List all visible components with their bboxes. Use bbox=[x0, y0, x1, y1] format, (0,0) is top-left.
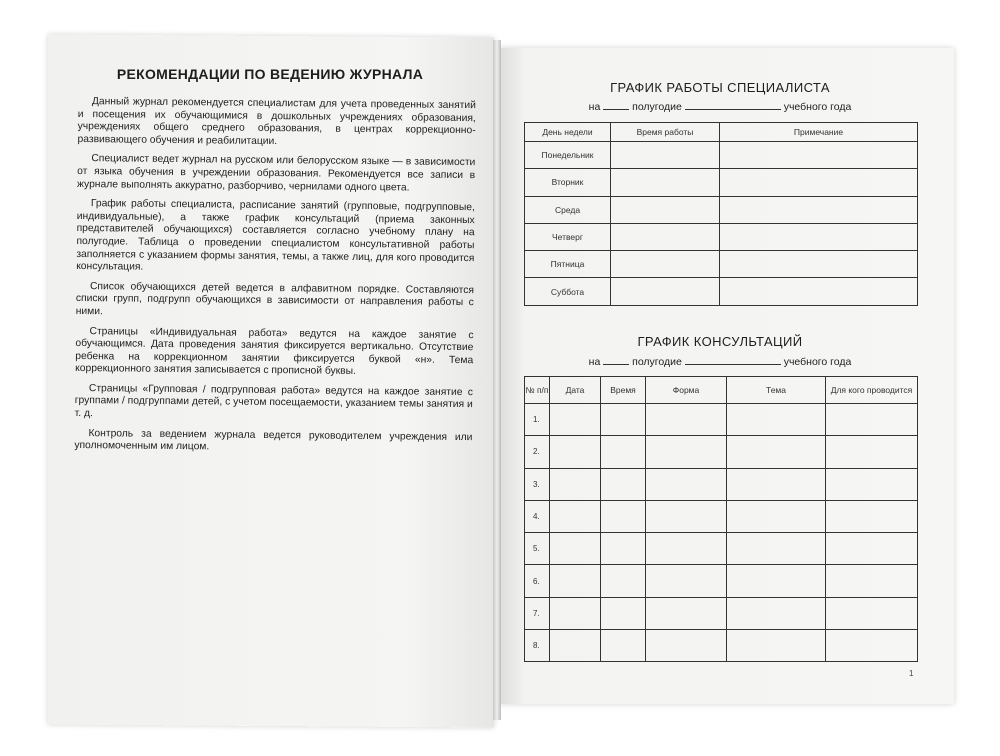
form-cell[interactable] bbox=[646, 565, 727, 597]
topic-cell[interactable] bbox=[727, 436, 826, 468]
form-cell[interactable] bbox=[646, 533, 727, 565]
audience-cell[interactable] bbox=[826, 404, 918, 436]
topic-cell[interactable] bbox=[727, 533, 826, 565]
book-spine bbox=[493, 40, 501, 720]
half-year-blank[interactable] bbox=[603, 100, 629, 110]
sub-na: на bbox=[588, 356, 601, 368]
table-row bbox=[525, 169, 918, 196]
table-row bbox=[525, 468, 918, 500]
table-row bbox=[525, 142, 918, 169]
sub-na: на bbox=[588, 101, 601, 113]
table-row bbox=[525, 533, 918, 565]
audience-cell[interactable] bbox=[826, 565, 918, 597]
form-cell[interactable] bbox=[646, 436, 727, 468]
table-row bbox=[525, 251, 918, 278]
table-row bbox=[525, 565, 918, 597]
day-cell: Понедельник bbox=[525, 142, 611, 169]
table-header-row bbox=[525, 377, 918, 404]
time-cell[interactable] bbox=[611, 169, 720, 196]
col-header: Для кого проводится bbox=[826, 377, 918, 404]
day-cell: Пятница bbox=[525, 251, 611, 278]
paragraph: Страницы «Групповая / подгрупповая работа» ведутся на каждое занятие с группами / подгруппами детей, с учетом посещаемости, указанием темы занятия и т. д. bbox=[74, 383, 473, 420]
note-cell[interactable] bbox=[720, 223, 918, 250]
time-cell[interactable] bbox=[601, 404, 646, 436]
table-row bbox=[525, 630, 918, 662]
form-cell[interactable] bbox=[646, 500, 727, 532]
schedule-subtitle bbox=[520, 100, 920, 113]
row-number: 4. bbox=[525, 500, 550, 532]
paragraph: Данный журнал рекомендуется специалистам для учета проведенных занятий и посещения их обучающимися в дошкольных учреждениях образования, учреждениях общего среднего образования, в центрах коррекционно-развивающего обучения и реабилитации. bbox=[77, 96, 476, 147]
time-cell[interactable] bbox=[601, 630, 646, 662]
table-row bbox=[525, 436, 918, 468]
col-header: Время bbox=[601, 377, 646, 404]
note-cell[interactable] bbox=[720, 142, 918, 169]
col-header: День недели bbox=[525, 123, 611, 142]
sub-end: учебного года bbox=[783, 356, 852, 368]
table-row bbox=[525, 597, 918, 629]
row-number: 6. bbox=[525, 565, 550, 597]
row-number: 8. bbox=[525, 630, 550, 662]
table-header-row bbox=[525, 123, 918, 142]
table-row bbox=[525, 500, 918, 532]
date-cell[interactable] bbox=[550, 533, 601, 565]
sub-mid: полугодие bbox=[632, 356, 682, 368]
row-number: 7. bbox=[525, 597, 550, 629]
date-cell[interactable] bbox=[550, 468, 601, 500]
time-cell[interactable] bbox=[611, 142, 720, 169]
schedule-title: ГРАФИК РАБОТЫ СПЕЦИАЛИСТА bbox=[610, 80, 830, 95]
col-header: Форма bbox=[646, 377, 727, 404]
time-cell[interactable] bbox=[601, 565, 646, 597]
col-header: Дата bbox=[550, 377, 601, 404]
topic-cell[interactable] bbox=[727, 500, 826, 532]
table-row bbox=[525, 196, 918, 223]
col-header: Примечание bbox=[720, 123, 918, 142]
note-cell[interactable] bbox=[720, 251, 918, 278]
day-cell: Четверг bbox=[525, 223, 611, 250]
schedule-table bbox=[524, 122, 918, 306]
row-number: 3. bbox=[525, 468, 550, 500]
audience-cell[interactable] bbox=[826, 630, 918, 662]
consultations-subtitle bbox=[520, 355, 920, 368]
note-cell[interactable] bbox=[720, 169, 918, 196]
time-cell[interactable] bbox=[611, 196, 720, 223]
date-cell[interactable] bbox=[550, 404, 601, 436]
time-cell[interactable] bbox=[601, 436, 646, 468]
consultations-title: ГРАФИК КОНСУЛЬТАЦИЙ bbox=[637, 334, 803, 349]
form-cell[interactable] bbox=[646, 630, 727, 662]
form-cell[interactable] bbox=[646, 597, 727, 629]
col-header: № п/п bbox=[525, 377, 550, 404]
recommendations-title: РЕКОМЕНДАЦИИ ПО ВЕДЕНИЮ ЖУРНАЛА bbox=[116, 66, 424, 82]
school-year-blank[interactable] bbox=[685, 100, 781, 110]
date-cell[interactable] bbox=[550, 565, 601, 597]
col-header: Время работы bbox=[611, 123, 720, 142]
time-cell[interactable] bbox=[601, 533, 646, 565]
time-cell[interactable] bbox=[611, 278, 720, 305]
day-cell: Вторник bbox=[525, 169, 611, 196]
audience-cell[interactable] bbox=[826, 533, 918, 565]
half-year-blank[interactable] bbox=[603, 355, 629, 365]
table-row bbox=[525, 404, 918, 436]
time-cell[interactable] bbox=[601, 597, 646, 629]
audience-cell[interactable] bbox=[826, 597, 918, 629]
topic-cell[interactable] bbox=[727, 630, 826, 662]
page-number: 1 bbox=[909, 669, 914, 678]
sub-mid: полугодие bbox=[632, 101, 682, 113]
form-cell[interactable] bbox=[646, 404, 727, 436]
topic-cell[interactable] bbox=[727, 565, 826, 597]
day-cell: Суббота bbox=[525, 278, 611, 305]
paragraph: График работы специалиста, расписание занятий (групповые, подгрупповые, индивидуальные), а также график консультаций (приема законных представителей обучающихся) составляется согласно учебному плану на полугодие. Таблица о проведении специалистом консультативной работы заполняется с указанием формы занятия, темы, а также лиц, для кого проводится консультация. bbox=[76, 198, 475, 273]
date-cell[interactable] bbox=[550, 436, 601, 468]
row-number: 5. bbox=[525, 533, 550, 565]
topic-cell[interactable] bbox=[727, 597, 826, 629]
school-year-blank[interactable] bbox=[685, 355, 781, 365]
consultations-table bbox=[524, 376, 918, 662]
recommendations-body bbox=[74, 96, 476, 464]
topic-cell[interactable] bbox=[727, 404, 826, 436]
time-cell[interactable] bbox=[611, 223, 720, 250]
paragraph: Страницы «Индивидуальная работа» ведутся на каждое занятие с обучающимся. Дата проведения занятия фиксируется вертикально. Отсутствие ребенка на коррекционном занятии фиксируется буквой «н». Тема коррекционного занятия записывается с прописной буквы. bbox=[75, 325, 474, 378]
note-cell[interactable] bbox=[720, 196, 918, 223]
time-cell[interactable] bbox=[611, 251, 720, 278]
form-cell[interactable] bbox=[646, 468, 727, 500]
audience-cell[interactable] bbox=[826, 468, 918, 500]
paragraph: Список обучающихся детей ведется в алфавитном порядке. Составляются списки групп, подгрупп обучающихся в зависимости от направления работы с ними. bbox=[75, 280, 475, 318]
table-row bbox=[525, 223, 918, 250]
paragraph: Специалист ведет журнал на русском или белорусском языке — в зависимости от языка обучения в учреждении образования. Рекомендуется все записи в журнале выполнять аккуратно, разборчиво, чернилами одного цвета. bbox=[77, 153, 476, 194]
date-cell[interactable] bbox=[550, 597, 601, 629]
table-row bbox=[525, 278, 918, 305]
note-cell[interactable] bbox=[720, 278, 918, 305]
audience-cell[interactable] bbox=[826, 500, 918, 532]
paragraph: Контроль за ведением журнала ведется руководителем учреждения или уполномоченным им лицом. bbox=[74, 427, 473, 453]
day-cell: Среда bbox=[525, 196, 611, 223]
topic-cell[interactable] bbox=[727, 468, 826, 500]
time-cell[interactable] bbox=[601, 500, 646, 532]
col-header: Тема bbox=[727, 377, 826, 404]
row-number: 1. bbox=[525, 404, 550, 436]
row-number: 2. bbox=[525, 436, 550, 468]
audience-cell[interactable] bbox=[826, 436, 918, 468]
sub-end: учебного года bbox=[783, 101, 852, 113]
time-cell[interactable] bbox=[601, 468, 646, 500]
date-cell[interactable] bbox=[550, 630, 601, 662]
date-cell[interactable] bbox=[550, 500, 601, 532]
